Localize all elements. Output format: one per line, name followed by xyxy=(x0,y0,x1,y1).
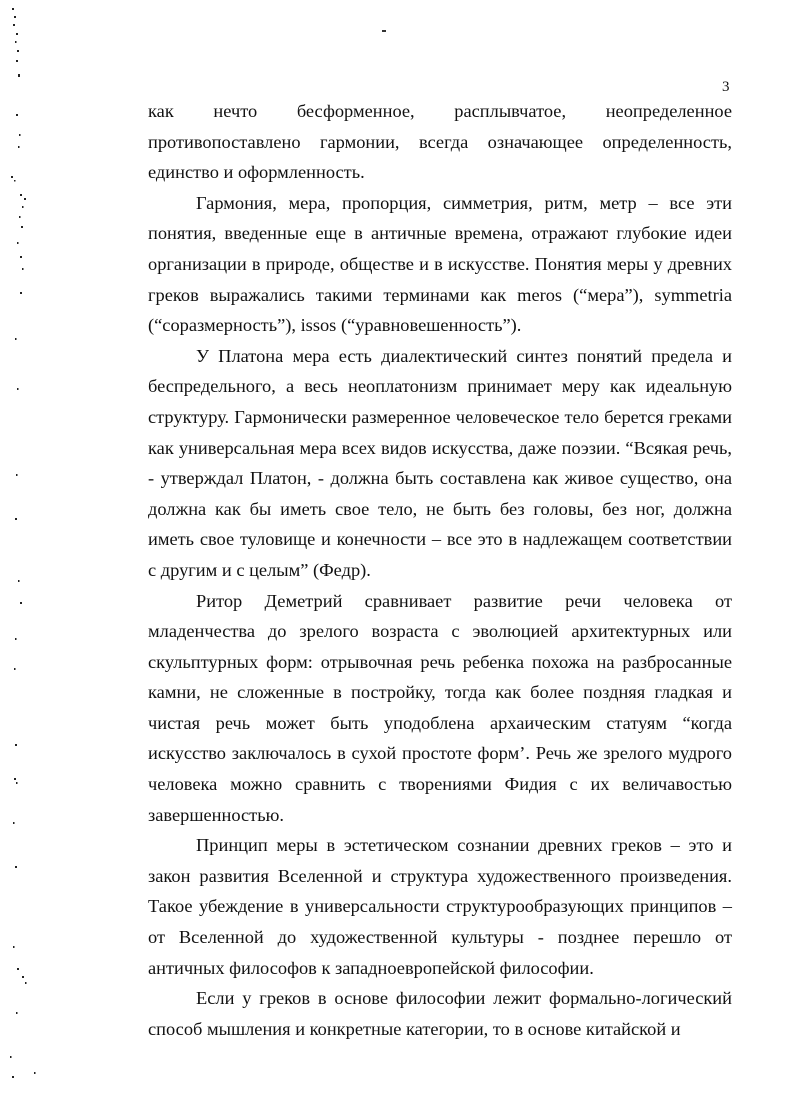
scan-margin-marks xyxy=(0,0,40,1094)
paragraph: Ритор Деметрий сравнивает развитие речи человека от младенчества до зрелого возраста с эволюцией архитектурных или скульптурных форм: отрывочная речь ребенка похожа на разбросанные камни, не сложенные в постройку, тогда как более поздняя гладкая и чистая речь может быть уподоблена архаическим статуям “когда искусство заключалось в сухой простоте форм’. Речь же зрелого мудрого человека можно сравнить с творениями Фидия с их величавостью завершенностью. xyxy=(148,590,732,825)
page-number: 3 xyxy=(722,79,730,95)
paragraph: Принцип меры в эстетическом сознании древних греков – это и закон развития Вселенной и структура художественного произведения. Такое убеждение в универсальности структурообразующих принципов – от Вселенной до художественной культуры - позднее перешло от античных философов к западноевропейской философии. xyxy=(148,835,732,978)
paragraph: У Платона мера есть диалектический синтез понятий предела и беспредельного, а весь неоплатонизм принимает меру как идеальную структуру. Гармонически размеренное человеческое тело берется греками как универсальная мера всех видов искусства, даже поэзии. “Всякая речь, - утверждал Платон, - должна быть составлена как живое существо, она должна как бы иметь свое тело, не быть без головы, без ног, должна иметь свое туловище и конечности – все это в надлежащем соответствии с другим и с целым” (Федр). xyxy=(148,345,732,580)
paragraph: как нечто бесформенное, расплывчатое, неопределенное противопоставлено гармонии, всегда означающее определенность, единство и оформленность. xyxy=(148,101,732,183)
paragraph: Гармония, мера, пропорция, симметрия, ритм, метр – все эти понятия, введенные еще в античные времена, отражают глубокие идеи организации в природе, обществе и в искусстве. Понятия меры у древних греков выражались такими терминами как meros (“мера”), symmetria (“соразмерность”), issos (“уравновешенность”). xyxy=(148,192,732,336)
body-text xyxy=(148,96,732,1044)
scan-speck xyxy=(380,28,390,36)
paragraph: Если у греков в основе философии лежит формально-логический способ мышления и конкретные категории, то в основе китайской и xyxy=(148,988,732,1039)
